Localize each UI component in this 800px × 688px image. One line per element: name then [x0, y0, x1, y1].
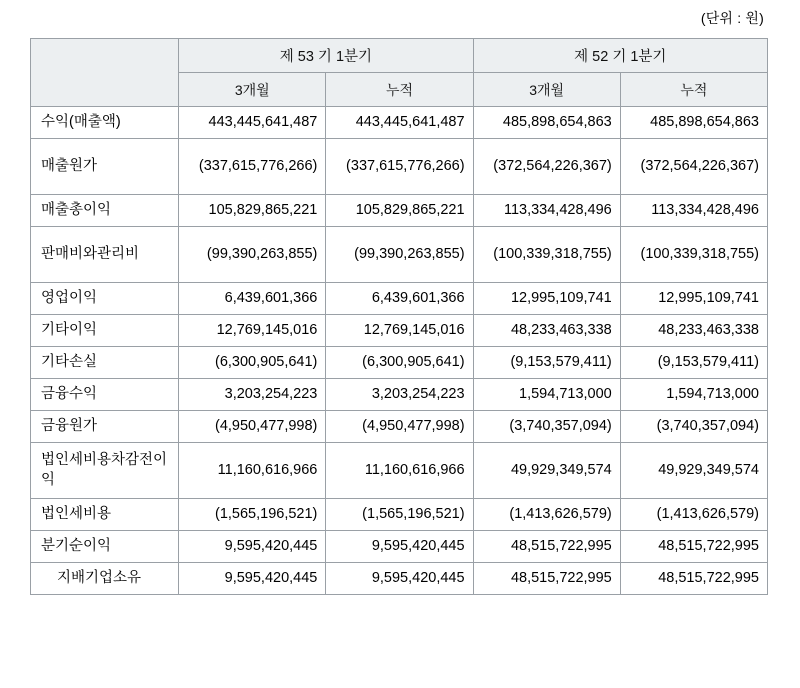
row-value: 105,829,865,221	[179, 195, 326, 227]
table-row	[31, 139, 768, 195]
row-value: (6,300,905,641)	[179, 347, 326, 379]
row-value: 49,929,349,574	[473, 443, 620, 499]
row-value: 113,334,428,496	[620, 195, 767, 227]
row-label: 판매비와관리비	[31, 227, 179, 283]
header-period-53: 제 53 기 1분기	[179, 39, 473, 73]
row-value: 9,595,420,445	[179, 563, 326, 595]
row-value: 12,769,145,016	[179, 315, 326, 347]
row-value: 6,439,601,366	[179, 283, 326, 315]
table-row	[31, 563, 768, 595]
row-value: (4,950,477,998)	[179, 411, 326, 443]
row-value: (1,565,196,521)	[179, 499, 326, 531]
row-label: 기타이익	[31, 315, 179, 347]
row-value: 443,445,641,487	[179, 107, 326, 139]
row-value: 9,595,420,445	[326, 563, 473, 595]
row-value: 1,594,713,000	[473, 379, 620, 411]
row-value: 48,515,722,995	[473, 563, 620, 595]
row-value: 12,995,109,741	[473, 283, 620, 315]
table-row	[31, 531, 768, 563]
row-label: 매출원가	[31, 139, 179, 195]
row-value: 48,515,722,995	[620, 563, 767, 595]
row-value: 113,334,428,496	[473, 195, 620, 227]
table-row	[31, 315, 768, 347]
row-value: (100,339,318,755)	[620, 227, 767, 283]
row-label: 수익(매출액)	[31, 107, 179, 139]
table-row	[31, 227, 768, 283]
row-label: 금융수익	[31, 379, 179, 411]
row-value: 9,595,420,445	[179, 531, 326, 563]
header-sub-52-cumulative: 누적	[620, 73, 767, 107]
table-header	[31, 39, 768, 107]
row-value: 49,929,349,574	[620, 443, 767, 499]
row-label: 금융원가	[31, 411, 179, 443]
header-row-periods	[31, 39, 768, 73]
row-label: 기타손실	[31, 347, 179, 379]
row-label: 매출총이익	[31, 195, 179, 227]
row-value: 105,829,865,221	[326, 195, 473, 227]
row-value: 48,515,722,995	[620, 531, 767, 563]
row-value: 48,515,722,995	[473, 531, 620, 563]
row-value: (3,740,357,094)	[473, 411, 620, 443]
header-corner-cell	[31, 39, 179, 107]
financial-table-container	[30, 38, 768, 595]
row-value: 11,160,616,966	[179, 443, 326, 499]
table-row	[31, 107, 768, 139]
row-value: (9,153,579,411)	[620, 347, 767, 379]
row-value: 12,995,109,741	[620, 283, 767, 315]
table-row	[31, 347, 768, 379]
row-value: 6,439,601,366	[326, 283, 473, 315]
header-sub-53-3months: 3개월	[179, 73, 326, 107]
row-value: 443,445,641,487	[326, 107, 473, 139]
row-value: 12,769,145,016	[326, 315, 473, 347]
table-row	[31, 499, 768, 531]
row-value: (99,390,263,855)	[179, 227, 326, 283]
row-value: 48,233,463,338	[620, 315, 767, 347]
row-value: 485,898,654,863	[473, 107, 620, 139]
unit-note: (단위 : 원)	[700, 10, 764, 26]
table-body	[31, 107, 768, 595]
row-value: (1,413,626,579)	[473, 499, 620, 531]
row-value: (372,564,226,367)	[620, 139, 767, 195]
row-label: 법인세비용차감전이익	[31, 443, 179, 499]
header-period-52: 제 52 기 1분기	[473, 39, 767, 73]
row-value: (372,564,226,367)	[473, 139, 620, 195]
income-statement-table	[30, 38, 768, 595]
row-value: (3,740,357,094)	[620, 411, 767, 443]
row-value: (100,339,318,755)	[473, 227, 620, 283]
table-row	[31, 411, 768, 443]
row-value: 11,160,616,966	[326, 443, 473, 499]
row-value: 3,203,254,223	[179, 379, 326, 411]
table-row	[31, 283, 768, 315]
row-value: 48,233,463,338	[473, 315, 620, 347]
row-value: (99,390,263,855)	[326, 227, 473, 283]
row-value: (9,153,579,411)	[473, 347, 620, 379]
row-value: 1,594,713,000	[620, 379, 767, 411]
header-sub-52-3months: 3개월	[473, 73, 620, 107]
table-row	[31, 443, 768, 499]
row-value: (1,565,196,521)	[326, 499, 473, 531]
table-row	[31, 195, 768, 227]
row-label: 분기순이익	[31, 531, 179, 563]
row-value: (1,413,626,579)	[620, 499, 767, 531]
row-value: (6,300,905,641)	[326, 347, 473, 379]
row-value: 3,203,254,223	[326, 379, 473, 411]
table-row	[31, 379, 768, 411]
row-value: (4,950,477,998)	[326, 411, 473, 443]
row-label: 지배기업소유	[31, 563, 179, 595]
row-label: 영업이익	[31, 283, 179, 315]
row-value: (337,615,776,266)	[179, 139, 326, 195]
row-value: 9,595,420,445	[326, 531, 473, 563]
header-sub-53-cumulative: 누적	[326, 73, 473, 107]
row-label: 법인세비용	[31, 499, 179, 531]
row-value: 485,898,654,863	[620, 107, 767, 139]
row-value: (337,615,776,266)	[326, 139, 473, 195]
